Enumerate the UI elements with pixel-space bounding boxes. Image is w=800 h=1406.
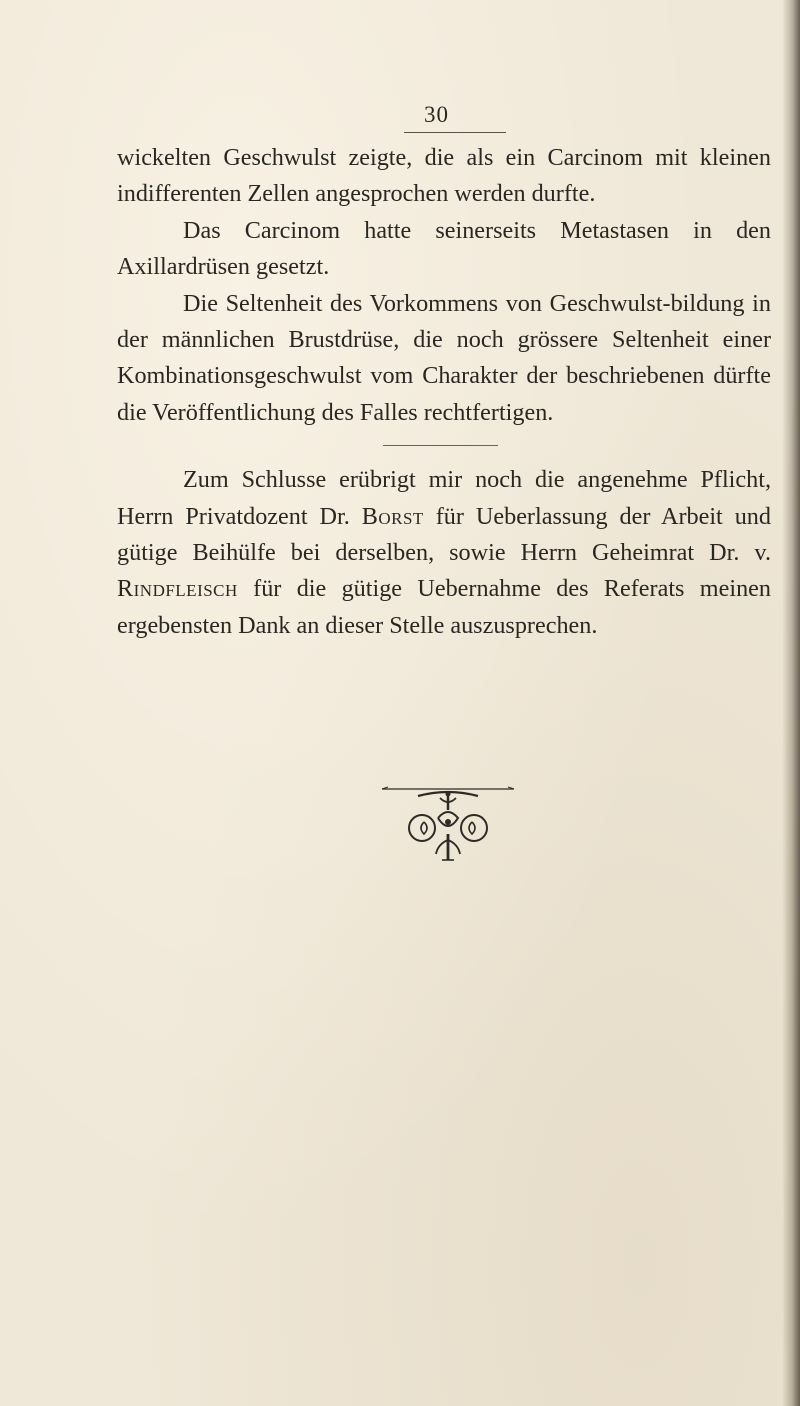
paragraph-rarity: Die Seltenheit des Vorkommens von Geschwulst-bildung in der männlichen Brustdrüse, die noch grössere Seltenheit einer Kombinationsgeschwulst vom Charakter der beschriebenen dürfte die Veröffentlichung des Falles rechtfertigen. [117,289,771,426]
page-edge-shadow [782,0,800,1406]
acknowledgement-text-3: für die gütige Uebernahme des Referats meinen ergebensten Dank an dieser Stelle auszusprechen. [117,575,771,639]
paragraph-continuation: wickelten Geschwulst zeigte, die als ein Carcinom mit kleinen indifferenten Zellen angesprochen werden durfte. [117,144,771,208]
name-borst: Borst [361,502,424,530]
section-divider [383,445,498,446]
name-rindfleisch: Rindfleisch [117,575,238,603]
acknowledgement-text-2: für Ueberlassung der Arbeit und gütige Beihülfe bei derselben, sowie Herrn Geheimrat Dr. v. [117,502,771,567]
paragraph-acknowledgement [117,462,771,644]
fleuron-ornament-icon [378,776,518,876]
acknowledgement-text-1: Zum Schlusse erübrigt mir noch die angenehme Pflicht, Herrn Privatdozent Dr. [117,466,771,530]
paragraph-metastases: Das Carcinom hatte seinerseits Metastasen in den Axillardrüsen gesetzt. [117,216,771,281]
page-number: 30 [424,102,449,127]
body-text [117,140,771,644]
page-number-rule [404,132,506,133]
